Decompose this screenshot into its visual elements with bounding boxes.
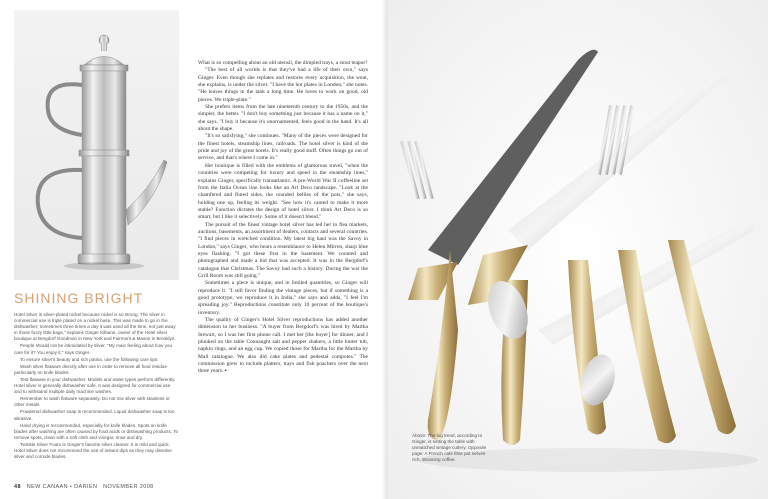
sidebar-tip: Remember to wash flatware separately. Do not mix silver with stainless or other metals. (14, 396, 170, 408)
sidebar-tip: Hand drying is recommended, especially for knife blades. Spots on knife blades after washing are often caused by food acids or dishwashing products. To remove spots, clean with a soft cloth and vinegar, rinse and dry. (14, 422, 179, 440)
caption-opposite: A French café filtre pot serves rich, steaming coffee. (412, 451, 486, 462)
silver-cutlery-photo (388, 0, 768, 499)
article-paragraph: She prefers items from the late nineteenth century to the 1950s, and the simpler, the better. "I don't buy something just because it has a name on it," she says. "I buy it because it's unornamented, feels good in the hand. It's all about the shape. (198, 104, 368, 133)
issue-date: NOVEMBER 2008 (103, 484, 154, 490)
page-folio (14, 484, 154, 490)
care-tips-sidebar (14, 290, 179, 461)
sidebar-tip: Wash silver flatware directly after use in order to remove all food residue particularly on knife blades. (14, 363, 167, 375)
caption-above: Above: The big trend, according to Ginger, is setting the table with unmatched vintage cutlery. (412, 433, 483, 450)
silver-coffee-pot-illustration (14, 10, 179, 280)
article-paragraph: What is so compelling about an old utensil, the dimpled trays, a stout teapot? (198, 60, 368, 66)
article-column (198, 60, 368, 376)
coffee-pot-photo (14, 10, 179, 280)
article-paragraph: Sometimes a piece is unique, and in limited quantities, so Ginger will reproduce it. "I still favor finding the vintage pieces, but if something is a good prototype, we reproduce it in India," she says and adds, "I feel I'm spreading joy." Reproductions constitute only 10 percent of the boutique's inventory. (198, 280, 368, 316)
sidebar-paragraph: Hotel Silver is silver-plated nickel because nickel is so strong. The silver in commercial use is triple plated on a nickel base. This was made to go in the dishwasher; sometimes three times a day it was used all the time, not just away in those fuzzy little bags," explains Ginger Kilbane, owner of the Hotel silver boutique at Bergdorf Goodman in New York and Fairmont & Mason in Brooklyn. (14, 312, 176, 342)
photo-caption (412, 433, 487, 463)
sidebar-paragraph: To ensure silver's beauty and rich patina, use the following care tips: (20, 356, 159, 362)
article-paragraph: The pursuit of the finest vintage hotel silver has led her to flea markets, auctions, basements, an assortment of dealers, contacts and several countries. "I find pieces in wretched condition. My latest big haul was the Savoy in London," says Ginger, who bears a resemblance to Helen Mirren, sharp blue eyes flashing. "I got these first in the basement. We counted and photographed and made a bid that was accepted. It was in the Bergdorf's catalogue that Christmas. The Savoy had such a history. During the war the Grill Room was still going." (198, 221, 368, 279)
sidebar-tip: Powdered dishwasher soap is recommended. Liquid dishwasher soap is too abrasive. (14, 409, 175, 421)
publication-name: NEW CANAAN • DARIEN (26, 484, 98, 490)
article-paragraph: "The best of all worlds is that they've had a life of their own," says Ginger. Even though she replates and restores every acquisition, the wear, she explains, is under the silver. "I have the hot plates in London," she notes. "He leaves things in the tank a long time. He loves to work on good, old pieces. We triple-plate." (198, 67, 368, 103)
caption-opposite-label: Opposite page: (412, 445, 487, 456)
article-paragraph: The quality of Ginger's Hotel Silver reproductions has added another dimension to her business. "A buyer from Bergdorf's was hired by Martha Stewart, so I was her first phone call. I met her [the buyer] for dinner, and I plunked on the table Connaught salt and pepper shakers, a little butter tub, napkin rings, and an egg cup. We copied those for Martha for the Martha by Mail catalogue. We also did cake plates and pedestal compotes." The commission grew to include platters, trays and fish poachers over the next three years. ▪ (198, 317, 368, 375)
sidebar-tip: Test flatware in your dishwasher. Models and water types perform differently. Hotel silver is generally dishwasher safe. It was designed for commercial use and to withstand multiple daily machine washes. (14, 376, 176, 395)
page-number: 48 (14, 484, 21, 490)
article-paragraph: Her boutique is filled with the emblems of glamorous travel, "when the countries were competing for luxury and speed in the steamship lines," explains Ginger, specifically transatlantic. A pre-World War II coffeeline set from the Italia Ocean line looks like an Art Deco landscape. "Look at the chamfered and fluted sides, the rounded bellies of the pots," she says, holding one up, feeling its weight. "See how it's canted to make it more stable? Function dictates the design of hotel silver. I think Art Deco is so smart, but I like it selectively. Some of it doesn't blend." (198, 162, 368, 221)
sidebar-title: SHINING BRIGHT (14, 290, 144, 306)
right-page (388, 0, 768, 499)
article-paragraph: "It's so satisfying," she continues. "Many of the pieces were designed for the finest hotels, steamship lines, railroads. The hotel silver is kind of the pride and joy of the great hotels. It's really good stuff. Often things go out of service, and that's where I come in." (198, 133, 368, 162)
sidebar-tip: Twinkle Silver Foam is Ginger's favorite silver cleaner. It is mild and quick. Hotel Silver does not recommend the use of instant dips as they may dissolve silver and corrode blades. (14, 441, 172, 460)
sidebar-paragraph: People should not be intimidated by silver. "My main feeling about how you care for it? You enjoy it," says Ginger. (14, 343, 173, 355)
